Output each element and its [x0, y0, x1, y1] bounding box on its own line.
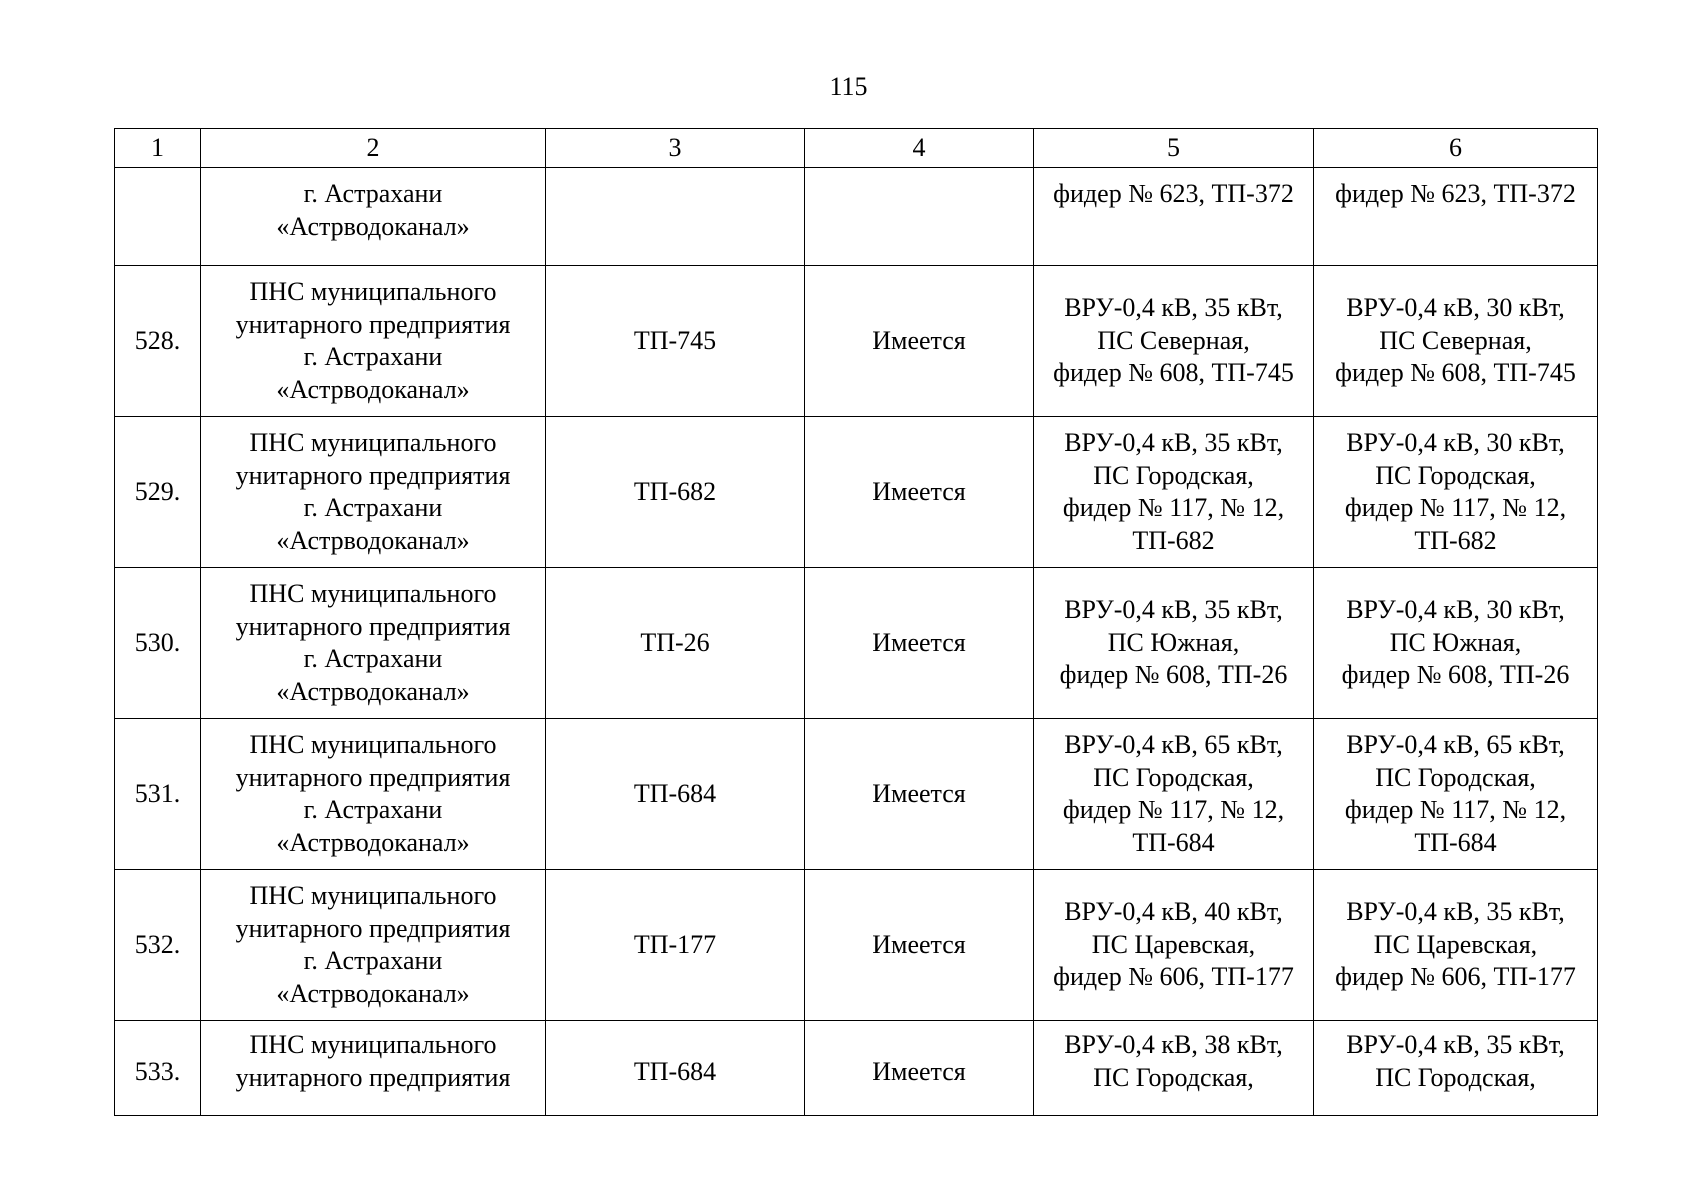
table-row: [115, 417, 1598, 568]
status-cell: Имеется: [805, 266, 1034, 417]
facility-name-cell: [201, 168, 546, 266]
facility-name-line: унитарного предприятия: [235, 460, 511, 490]
row-number-cell: 532.: [115, 870, 201, 1021]
row-number-cell: [115, 168, 201, 266]
supply-source-line: ВРУ-0,4 кВ, 38 кВт,: [1064, 1030, 1283, 1059]
substation-cell: ТП-745: [546, 266, 805, 417]
facility-name-line: г. Астрахани: [303, 946, 443, 975]
row-number-cell: 533.: [115, 1021, 201, 1116]
supply-source-line: ПС Северная,: [1097, 325, 1250, 355]
facility-name-line: «Астрводоканал»: [276, 525, 470, 555]
supply-source-cell: [1034, 719, 1314, 870]
reserve-source-line: фидер № 608, ТП-745: [1335, 358, 1576, 388]
reserve-source-line: фидер № 623, ТП-372: [1335, 179, 1576, 208]
supply-source-line: ВРУ-0,4 кВ, 65 кВт,: [1064, 730, 1283, 759]
facility-name-line: унитарного предприятия: [235, 762, 511, 792]
reserve-source-cell: [1314, 417, 1598, 568]
header-row: [115, 129, 1598, 168]
supply-source-line: ПС Городская,: [1093, 762, 1254, 792]
facility-name-line: унитарного предприятия: [235, 913, 511, 943]
header-cell-4: 4: [805, 129, 1034, 168]
power-supply-table: [114, 128, 1598, 1116]
substation-cell: ТП-684: [546, 719, 805, 870]
supply-source-line: ТП-682: [1132, 525, 1215, 555]
facility-name-line: унитарного предприятия: [235, 1062, 511, 1092]
header-cell-5: 5: [1034, 129, 1314, 168]
supply-source-line: ПС Царевская,: [1091, 929, 1256, 959]
row-number-cell: 529.: [115, 417, 201, 568]
header-cell-3: 3: [546, 129, 805, 168]
reserve-source-line: ВРУ-0,4 кВ, 30 кВт,: [1346, 428, 1565, 457]
header-cell-6: 6: [1314, 129, 1598, 168]
facility-name-line: унитарного предприятия: [235, 309, 511, 339]
status-cell: [805, 168, 1034, 266]
reserve-source-line: ВРУ-0,4 кВ, 35 кВт,: [1346, 1030, 1565, 1059]
reserve-source-line: ПС Городская,: [1375, 762, 1536, 792]
continuation-row: [115, 168, 1598, 266]
reserve-source-line: фидер № 117, № 12,: [1344, 795, 1567, 824]
supply-source-line: фидер № 117, № 12,: [1062, 493, 1285, 522]
header-cell-1: 1: [115, 129, 201, 168]
table-row: [115, 266, 1598, 417]
reserve-source-line: ПС Южная,: [1389, 627, 1522, 657]
reserve-source-line: ПС Городская,: [1375, 460, 1536, 490]
substation-cell: ТП-684: [546, 1021, 805, 1116]
facility-name-line: г. Астрахани: [303, 493, 443, 522]
substation-cell: ТП-26: [546, 568, 805, 719]
status-cell: Имеется: [805, 417, 1034, 568]
facility-name-line: ПНС муниципального: [249, 277, 497, 306]
supply-source-line: ВРУ-0,4 кВ, 40 кВт,: [1064, 897, 1283, 927]
facility-name-cell: [201, 719, 546, 870]
header-cell-2: 2: [201, 129, 546, 168]
substation-cell: ТП-682: [546, 417, 805, 568]
reserve-source-cell: [1314, 1021, 1598, 1116]
supply-source-line: ВРУ-0,4 кВ, 35 кВт,: [1064, 293, 1283, 323]
reserve-source-line: ВРУ-0,4 кВ, 30 кВт,: [1346, 293, 1565, 323]
facility-name-line: «Астрводоканал»: [276, 827, 470, 857]
supply-source-line: ВРУ-0,4 кВ, 35 кВт,: [1064, 595, 1283, 625]
table-row: [115, 568, 1598, 719]
supply-source-cell: [1034, 266, 1314, 417]
supply-source-line: фидер № 623, ТП-372: [1053, 179, 1294, 208]
supply-source-line: фидер № 608, ТП-745: [1053, 358, 1294, 388]
supply-source-cell: [1034, 1021, 1314, 1116]
facility-name-line: ПНС муниципального: [249, 428, 497, 457]
facility-name-cell: [201, 417, 546, 568]
facility-name-line: ПНС муниципального: [249, 1030, 497, 1059]
row-number-cell: 528.: [115, 266, 201, 417]
reserve-source-line: ВРУ-0,4 кВ, 30 кВт,: [1346, 595, 1565, 625]
status-cell: Имеется: [805, 1021, 1034, 1116]
facility-name-line: «Астрводоканал»: [276, 211, 470, 241]
reserve-source-line: ТП-684: [1414, 827, 1497, 857]
page-number: 115: [829, 72, 868, 101]
reserve-source-line: ТП-682: [1414, 525, 1497, 555]
reserve-source-cell: [1314, 168, 1598, 266]
supply-source-line: фидер № 606, ТП-177: [1053, 962, 1294, 992]
reserve-source-line: ПС Царевская,: [1373, 929, 1538, 959]
row-number-cell: 530.: [115, 568, 201, 719]
facility-name-cell: [201, 266, 546, 417]
reserve-source-line: фидер № 117, № 12,: [1344, 493, 1567, 522]
supply-source-line: ТП-684: [1132, 827, 1215, 857]
reserve-source-cell: [1314, 266, 1598, 417]
facility-name-cell: [201, 870, 546, 1021]
reserve-source-cell: [1314, 870, 1598, 1021]
reserve-source-line: ВРУ-0,4 кВ, 65 кВт,: [1346, 730, 1565, 759]
reserve-source-line: ПС Северная,: [1379, 325, 1532, 355]
supply-source-line: фидер № 117, № 12,: [1062, 795, 1285, 824]
facility-name-line: г. Астрахани: [303, 179, 443, 208]
supply-source-cell: [1034, 168, 1314, 266]
facility-name-line: г. Астрахани: [303, 342, 443, 371]
status-cell: Имеется: [805, 719, 1034, 870]
facility-name-line: «Астрводоканал»: [276, 676, 470, 706]
supply-source-line: ВРУ-0,4 кВ, 35 кВт,: [1064, 428, 1283, 457]
facility-name-line: ПНС муниципального: [249, 881, 497, 910]
facility-name-line: «Астрводоканал»: [276, 374, 470, 404]
status-cell: Имеется: [805, 870, 1034, 1021]
reserve-source-line: ВРУ-0,4 кВ, 35 кВт,: [1346, 897, 1565, 927]
supply-source-cell: [1034, 870, 1314, 1021]
supply-source-line: ПС Городская,: [1093, 1062, 1254, 1092]
reserve-source-cell: [1314, 568, 1598, 719]
supply-source-cell: [1034, 417, 1314, 568]
facility-name-line: ПНС муниципального: [249, 579, 497, 608]
table-row: [115, 1021, 1598, 1116]
substation-cell: [546, 168, 805, 266]
supply-source-line: ПС Южная,: [1107, 627, 1240, 657]
facility-name-line: г. Астрахани: [303, 644, 443, 673]
reserve-source-cell: [1314, 719, 1598, 870]
reserve-source-line: фидер № 606, ТП-177: [1335, 962, 1576, 992]
reserve-source-line: ПС Городская,: [1375, 1062, 1536, 1092]
facility-name-cell: [201, 568, 546, 719]
facility-name-line: г. Астрахани: [303, 795, 443, 824]
table-row: [115, 719, 1598, 870]
facility-name-line: унитарного предприятия: [235, 611, 511, 641]
supply-source-line: фидер № 608, ТП-26: [1059, 660, 1288, 690]
row-number-cell: 531.: [115, 719, 201, 870]
supply-source-cell: [1034, 568, 1314, 719]
facility-name-cell: [201, 1021, 546, 1116]
facility-name-line: ПНС муниципального: [249, 730, 497, 759]
status-cell: Имеется: [805, 568, 1034, 719]
supply-source-line: ПС Городская,: [1093, 460, 1254, 490]
substation-cell: ТП-177: [546, 870, 805, 1021]
table-row: [115, 870, 1598, 1021]
reserve-source-line: фидер № 608, ТП-26: [1341, 660, 1570, 690]
facility-name-line: «Астрводоканал»: [276, 978, 470, 1008]
